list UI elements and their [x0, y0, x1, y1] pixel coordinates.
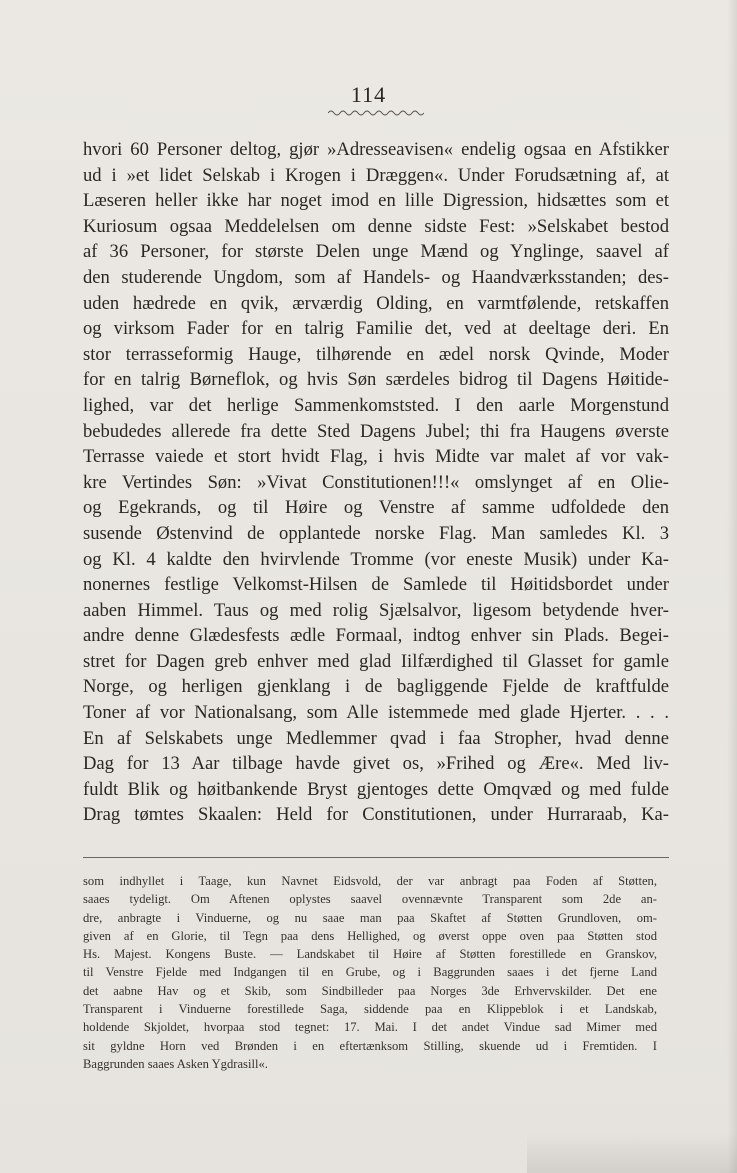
text-line: bebudedes allerede fra dette Sted Dagens Jubel; thi fra Haugens øverste	[83, 420, 669, 442]
text-line: lighed, var det herlige Sammenkomststed. I den aarle Morgenstund	[83, 394, 669, 416]
text-line: for en talrig Børneflok, og hvis Søn særdeles bidrog til Dagens Høitide-	[83, 369, 669, 391]
text-line: og Kl. 4 kaldte den hvirvlende Tromme (vor eneste Musik) under Ka-	[83, 548, 669, 570]
footnote	[83, 872, 657, 1073]
text-line: den studerende Ungdom, som af Handels- og Haandværksstanden; des-	[83, 266, 669, 288]
footnote-line: dre, anbragte i Vinduerne, og nu saae man paa Skaftet af Støtten Grundloven, om-	[83, 910, 657, 925]
text-line: Terrasse vaiede et stort hvidt Flag, i hvis Midte var malet af vor vak-	[83, 446, 669, 468]
footnote-line: Baggrunden saaes Asken Ygdrasill«.	[83, 1056, 268, 1071]
text-line: og virksom Fader for en talrig Familie det, ved at deeltage deri. En	[83, 318, 669, 340]
footnote-line: holdende Skjoldet, hvorpaa stod tegnet: 17. Mai. I det andet Vindue sad Mimer med	[83, 1020, 657, 1035]
text-line: andre denne Glædesfests ædle Formaal, indtog enhver sin Plads. Begei-	[83, 625, 669, 647]
main-text	[83, 137, 669, 828]
footnote-line: Transparent i Vinduerne forestillede Saga, siddende paa en Klippeblok i et Landskab,	[83, 1002, 657, 1017]
wavy-ornament	[328, 108, 424, 118]
text-line: ud i »et lidet Selskab i Krogen i Dræggen«. Under Forudsætning af, at	[83, 164, 669, 186]
text-line: uden hædrede en qvik, ærværdig Olding, en varmtfølende, retskaffen	[83, 292, 669, 314]
footnote-line: given af en Glorie, til Tegn paa dens Hellighed, og øverst oppe oven paa Støtten stod	[83, 928, 657, 943]
text-line: og Egekrands, og til Høire og Venstre af samme udfoldede den	[83, 497, 669, 519]
page-number: 114	[350, 82, 387, 107]
footnote-line: Hs. Majest. Kongens Buste. — Landskabet til Høire af Støtten forestillede en Granskov,	[83, 947, 657, 962]
text-line: susende Østenvind de opplantede norske Flag. Man samledes Kl. 3	[83, 522, 669, 544]
footnote-line: sit gyldne Horn ved Brønden i en eftertænksom Stilling, skuende ud i Fremtiden. I	[83, 1038, 657, 1053]
text-line: stret for Dagen greb enhver med glad Iilfærdighed til Glasset for gamle	[83, 650, 669, 672]
text-line: Dag for 13 Aar tilbage havde givet os, »Frihed og Ære«. Med liv-	[83, 753, 669, 775]
text-line: hvori 60 Personer deltog, gjør »Adresseavisen« endelig ogsaa en Afstikker	[83, 139, 669, 160]
text-line: Drag tømtes Skaalen: Held for Constitutionen, under Hurraraab, Ka-	[83, 804, 669, 826]
footnote-line: til Venstre Fjelde med Indgangen til en Grube, og i Baggrunden saaes i det fjerne Land	[83, 965, 657, 980]
footnote-line: det aabne Hav og et Skib, som Sindbilleder paa Norges 3de Erhvervskilder. Det ene	[83, 983, 657, 998]
text-line: stor terrasseformig Hauge, tilhørende en ædel norsk Qvinde, Moder	[83, 343, 669, 365]
footnote-divider	[83, 857, 669, 858]
footnote-line: saaes tydeligt. Om Aftenen oplystes saavel ovennævnte Transparent som 2de an-	[83, 892, 657, 907]
text-line: Norge, og herligen gjenklang i de bagliggende Fjelde de kraftfulde	[83, 676, 669, 698]
text-line: Toner af vor Nationalsang, som Alle istemmede med glade Hjerter. . . .	[83, 702, 669, 724]
text-line: fuldt Blik og høitbankende Bryst gjentoges dette Omqvæd og med fulde	[83, 778, 669, 800]
text-line: kre Vertindes Søn: »Vivat Constitutionen!!!« omslynget af en Olie-	[83, 471, 669, 493]
text-line: nonernes festlige Velkomst-Hilsen de Samlede til Høitidsbordet under	[83, 574, 669, 596]
text-line: En af Selskabets unge Medlemmer qvad i faa Stropher, hvad denne	[83, 727, 669, 749]
footnote-line: som indhyllet i Taage, kun Navnet Eidsvold, der var anbragt paa Foden af Støtten,	[83, 874, 657, 888]
text-line: Læseren heller ikke har noget imod en lille Digression, hidsættes som et	[83, 190, 669, 212]
text-line: af 36 Personer, for største Delen unge Mænd og Ynglinge, saavel af	[83, 241, 669, 263]
text-line: Kuriosum ogsaa Meddelelsen om denne sidste Fest: »Selskabet bestod	[83, 215, 669, 237]
text-line: aaben Himmel. Taus og med rolig Sjælsalvor, ligesom betydende hver-	[83, 599, 669, 621]
page-corner-shading	[527, 1133, 737, 1173]
page-edge-shadow	[727, 0, 737, 1173]
